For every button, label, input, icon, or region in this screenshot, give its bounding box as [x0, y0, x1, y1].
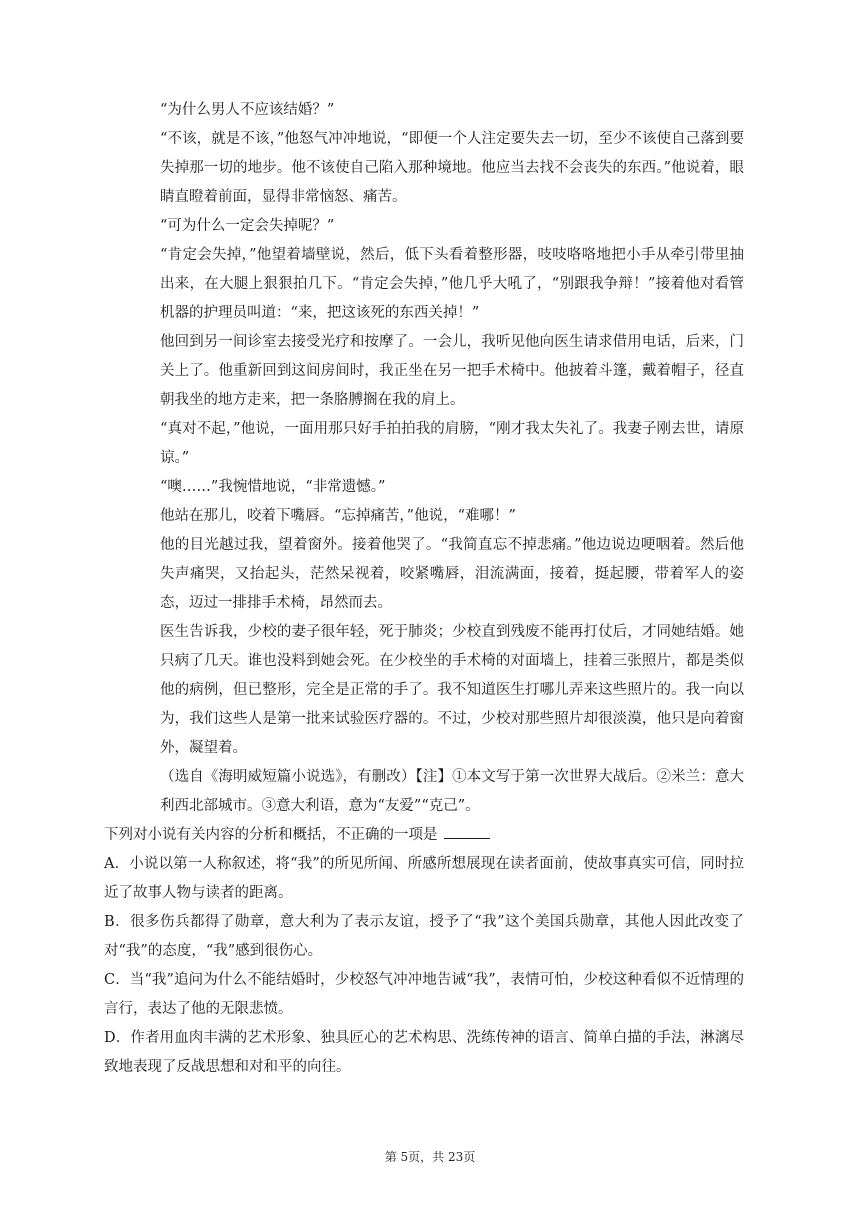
- page-content: [104, 96, 744, 1082]
- passage-paragraph: 他的目光越过我，望着窗外。接着他哭了。“我简直忘不掉悲痛。”他边说边哽咽着。然后他失声痛哭，又抬起头，茫然呆视着，咬紧嘴唇，泪流满面，接着，挺起腰，带着军人的姿态，迈过一排排手术椅，昂然而去。: [160, 537, 744, 611]
- page-number: 第 5页，共 23页: [384, 1150, 476, 1164]
- question-stem: [104, 821, 744, 850]
- passage-paragraph: 他站在那儿，咬着下嘴唇。“忘掉痛苦，”他说，“难哪！”: [160, 508, 516, 524]
- page-footer: [0, 1148, 860, 1165]
- passage-paragraph: “噢……”我惋惜地说，“非常遗憾。”: [160, 479, 386, 495]
- source-note: （选自《海明威短篇小说选》，有删改）【注】①本文写于第一次世界大战后。②米兰：意大利西北部城市。③意大利语，意为“友爱”“克己”。: [160, 769, 744, 814]
- answer-blank: [444, 824, 490, 839]
- passage-paragraph: 他回到另一间诊室去接受光疗和按摩了。一会儿，我听见他向医生请求借用电话，后来，门关上了。他重新回到这间房间时，我正坐在另一把手术椅中。他披着斗篷，戴着帽子，径直朝我坐的地方走来，把一条胳膊搁在我的肩上。: [160, 334, 744, 408]
- passage: [132, 96, 744, 821]
- question-stem-text: 下列对小说有关内容的分析和概括，不正确的一项是: [104, 827, 438, 843]
- passage-paragraph: “可为什么一定会失掉呢？”: [160, 218, 335, 234]
- question-block: [104, 821, 744, 1082]
- passage-paragraph: “肯定会失掉，”他望着墙壁说，然后，低下头看着整形器，吱吱咯咯地把小手从牵引带里抽出来，在大腿上狠狠拍几下。“肯定会失掉，”他几乎大吼了，“别跟我争辩！”接着他对看管机器的护理员叫道：“来，把这该死的东西关掉！”: [160, 247, 744, 321]
- option-d: D．作者用血肉丰满的艺术形象、独具匠心的艺术构思、洗练传神的语言、简单白描的手法，淋漓尽致地表现了反战思想和对和平的向往。: [104, 1030, 744, 1075]
- passage-paragraph: “真对不起，”他说，一面用那只好手拍拍我的肩膀，“刚才我太失礼了。我妻子刚去世，请原谅。”: [160, 421, 744, 466]
- option-c: C．当“我”追问为什么不能结婚时，少校怒气冲冲地告诫“我”，表情可怕，少校这种看似不近情理的言行，表达了他的无限悲愤。: [104, 972, 744, 1017]
- option-b: B．很多伤兵都得了勋章，意大利为了表示友谊，授予了“我”这个美国兵勋章，其他人因此改变了对“我”的态度，“我”感到很伤心。: [104, 914, 744, 959]
- passage-paragraph: “不该，就是不该，”他怒气冲冲地说，“即便一个人注定要失去一切，至少不该使自己落到要失掉那一切的地步。他不该使自己陷入那种境地。他应当去找不会丧失的东西。”他说着，眼睛直瞪着前面，显得非常恼怒、痛苦。: [160, 131, 744, 205]
- option-a: A．小说以第一人称叙述，将“我”的所见所闻、所感所想展现在读者面前，使故事真实可信，同时拉近了故事人物与读者的距离。: [104, 856, 744, 901]
- passage-paragraph: “为什么男人不应该结婚？”: [160, 102, 335, 118]
- passage-paragraph: 医生告诉我，少校的妻子很年轻，死于肺炎；少校直到残废不能再打仗后，才同她结婚。她只病了几天。谁也没料到她会死。在少校坐的手术椅的对面墙上，挂着三张照片，都是类似他的病例，但已整形，完全是正常的手了。我不知道医生打哪儿弄来这些照片的。我一向以为，我们这些人是第一批来试验医疗器的。不过，少校对那些照片却很淡漠，他只是向着窗外，凝望着。: [160, 624, 744, 756]
